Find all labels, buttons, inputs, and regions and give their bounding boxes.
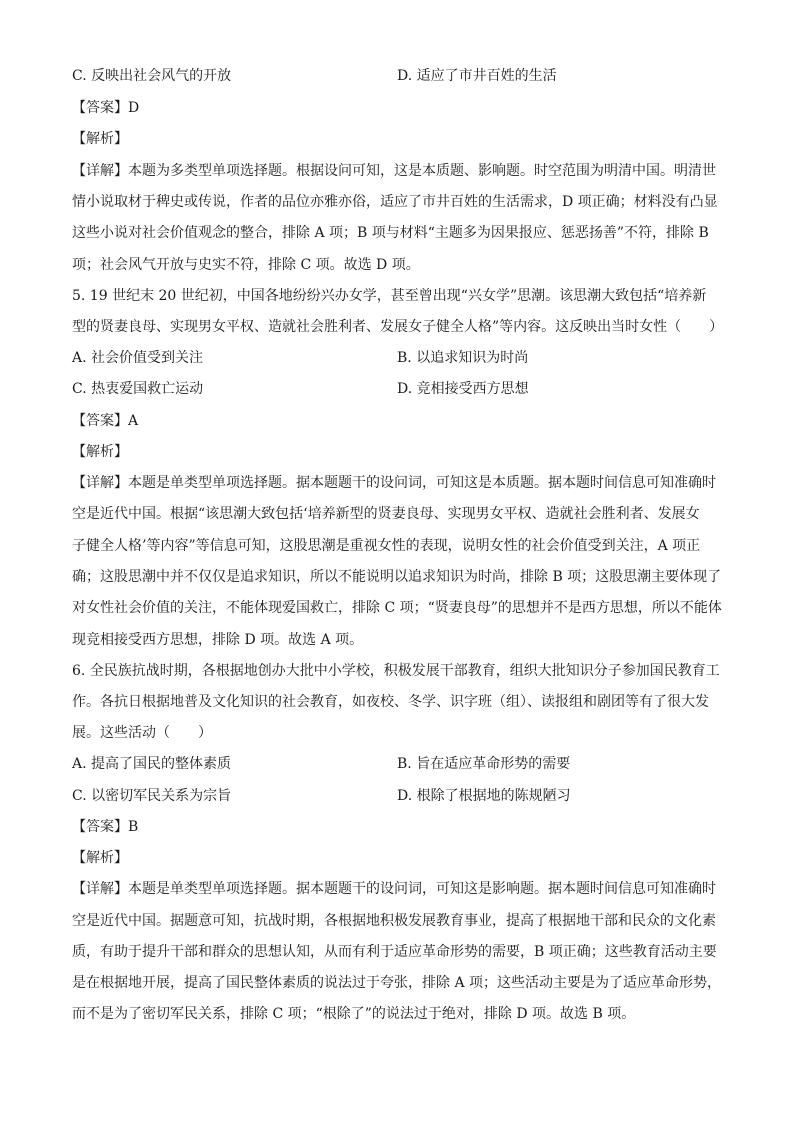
q4-detail-line: 【详解】本题为多类型单项选择题。根据设问可知，这是本质题、影响题。时空范围为明清中国。明清世 [72,163,716,179]
q4-detail-line: 情小说取材于稗史或传说，作者的品位亦雅亦俗，适应了市井百姓的生活需求，D 项正确；材料没有凸显 [72,194,718,210]
q4-option-d: D. 适应了市井百姓的生活 [397,68,557,84]
q5-stem-line: 型的贤妻良母、实现男女平权、造就社会胜利者、发展女子健全人格”等内容。这反映出当时女性（ ） [72,319,724,335]
q6-stem-line: 6. 全民族抗战时期，各根据地创办大批中小学校，积极发展干部教育，组织大批知识分子参加国民教育工 [72,663,720,679]
q6-option-a: A. 提高了国民的整体素质 [72,756,232,772]
q5-detail-line: 子健全人格’等内容”等信息可知，这股思潮是重视女性的表现，说明女性的社会价值受到关注，A 项正 [72,538,701,554]
q5-stem-line: 5. 19 世纪末 20 世纪初，中国各地纷纷兴办女学，甚至曾出现“兴女学”思潮。该思潮大致包括“培养新 [72,288,707,304]
q4-analysis-label: 【解析】 [72,131,128,147]
q4-detail-line: 项；社会风气开放与史实不符，排除 C 项。故选 D 项。 [72,257,420,273]
q5-option-a: A. 社会价值受到关注 [72,350,204,366]
q4-detail-line: 这些小说对社会价值观念的整合，排除 A 项；B 项与材料“主题多为因果报应、惩恶扬善”不符，排除 B [72,225,709,241]
q6-answer: 【答案】B [72,819,139,835]
q6-option-b: B. 旨在适应革命形势的需要 [397,756,571,772]
q6-option-c: C. 以密切军民关系为宗旨 [72,788,232,804]
q6-stem-line: 作。各抗日根据地普及文化知识的社会教育，如夜校、冬学、识字班（组）、读报组和剧团等有了很大发 [72,694,709,710]
q6-stem-line: 展。这些活动（ ） [72,725,212,741]
q5-option-c: C. 热衷爱国救亡运动 [72,381,204,397]
q4-option-c: C. 反映出社会风气的开放 [72,68,232,84]
q5-analysis-label: 【解析】 [72,444,128,460]
q6-detail-line: 空是近代中国。据题意可知，抗战时期，各根据地积极发展教育事业，提高了根据地干部和民众的文化素 [72,913,716,929]
q6-detail-line: 质，有助于提升干部和群众的思想认知，从而有利于适应革命形势的需要，B 项正确；这些教育活动主要 [72,944,717,960]
q4-answer: 【答案】D [72,100,140,116]
q5-option-b: B. 以追求知识为时尚 [397,350,529,366]
q6-detail-line: 【详解】本题是单类型单项选择题。据本题题干的设问词，可知这是影响题。据本题时间信息可知准确时 [72,881,716,897]
q5-detail-line: 现竞相接受西方思想，排除 D 项。故选 A 项。 [72,632,364,648]
q6-detail-line: 是在根据地开展，提高了国民整体素质的说法过于夸张，排除 A 项；这些活动主要是为了适应革命形势， [72,975,722,991]
q5-detail-line: 【详解】本题是单类型单项选择题。据本题题干的设问词，可知这是本质题。据本题时间信息可知准确时 [72,475,716,491]
q5-detail-line: 对女性社会价值的关注，不能体现爱国救亡，排除 C 项；“贤妻良母”的思想并不是西方思想，所以不能体 [72,600,722,616]
q6-option-d: D. 根除了根据地的陈规陋习 [397,788,571,804]
q6-detail-line: 而不是为了密切军民关系，排除 C 项；“根除了”的说法过于绝对，排除 D 项。故选 B 项。 [72,1006,636,1022]
q6-analysis-label: 【解析】 [72,850,128,866]
q5-answer: 【答案】A [72,413,139,429]
q5-detail-line: 空是近代中国。根据“该思潮大致包括‘培养新型的贤妻良母、实现男女平权、造就社会胜利者、发展女 [72,506,700,522]
q5-option-d: D. 竞相接受西方思想 [397,381,529,397]
q5-detail-line: 确；这股思潮中并不仅仅是追求知识，所以不能说明以追求知识为时尚，排除 B 项；这股思潮主要体现了 [72,569,722,585]
